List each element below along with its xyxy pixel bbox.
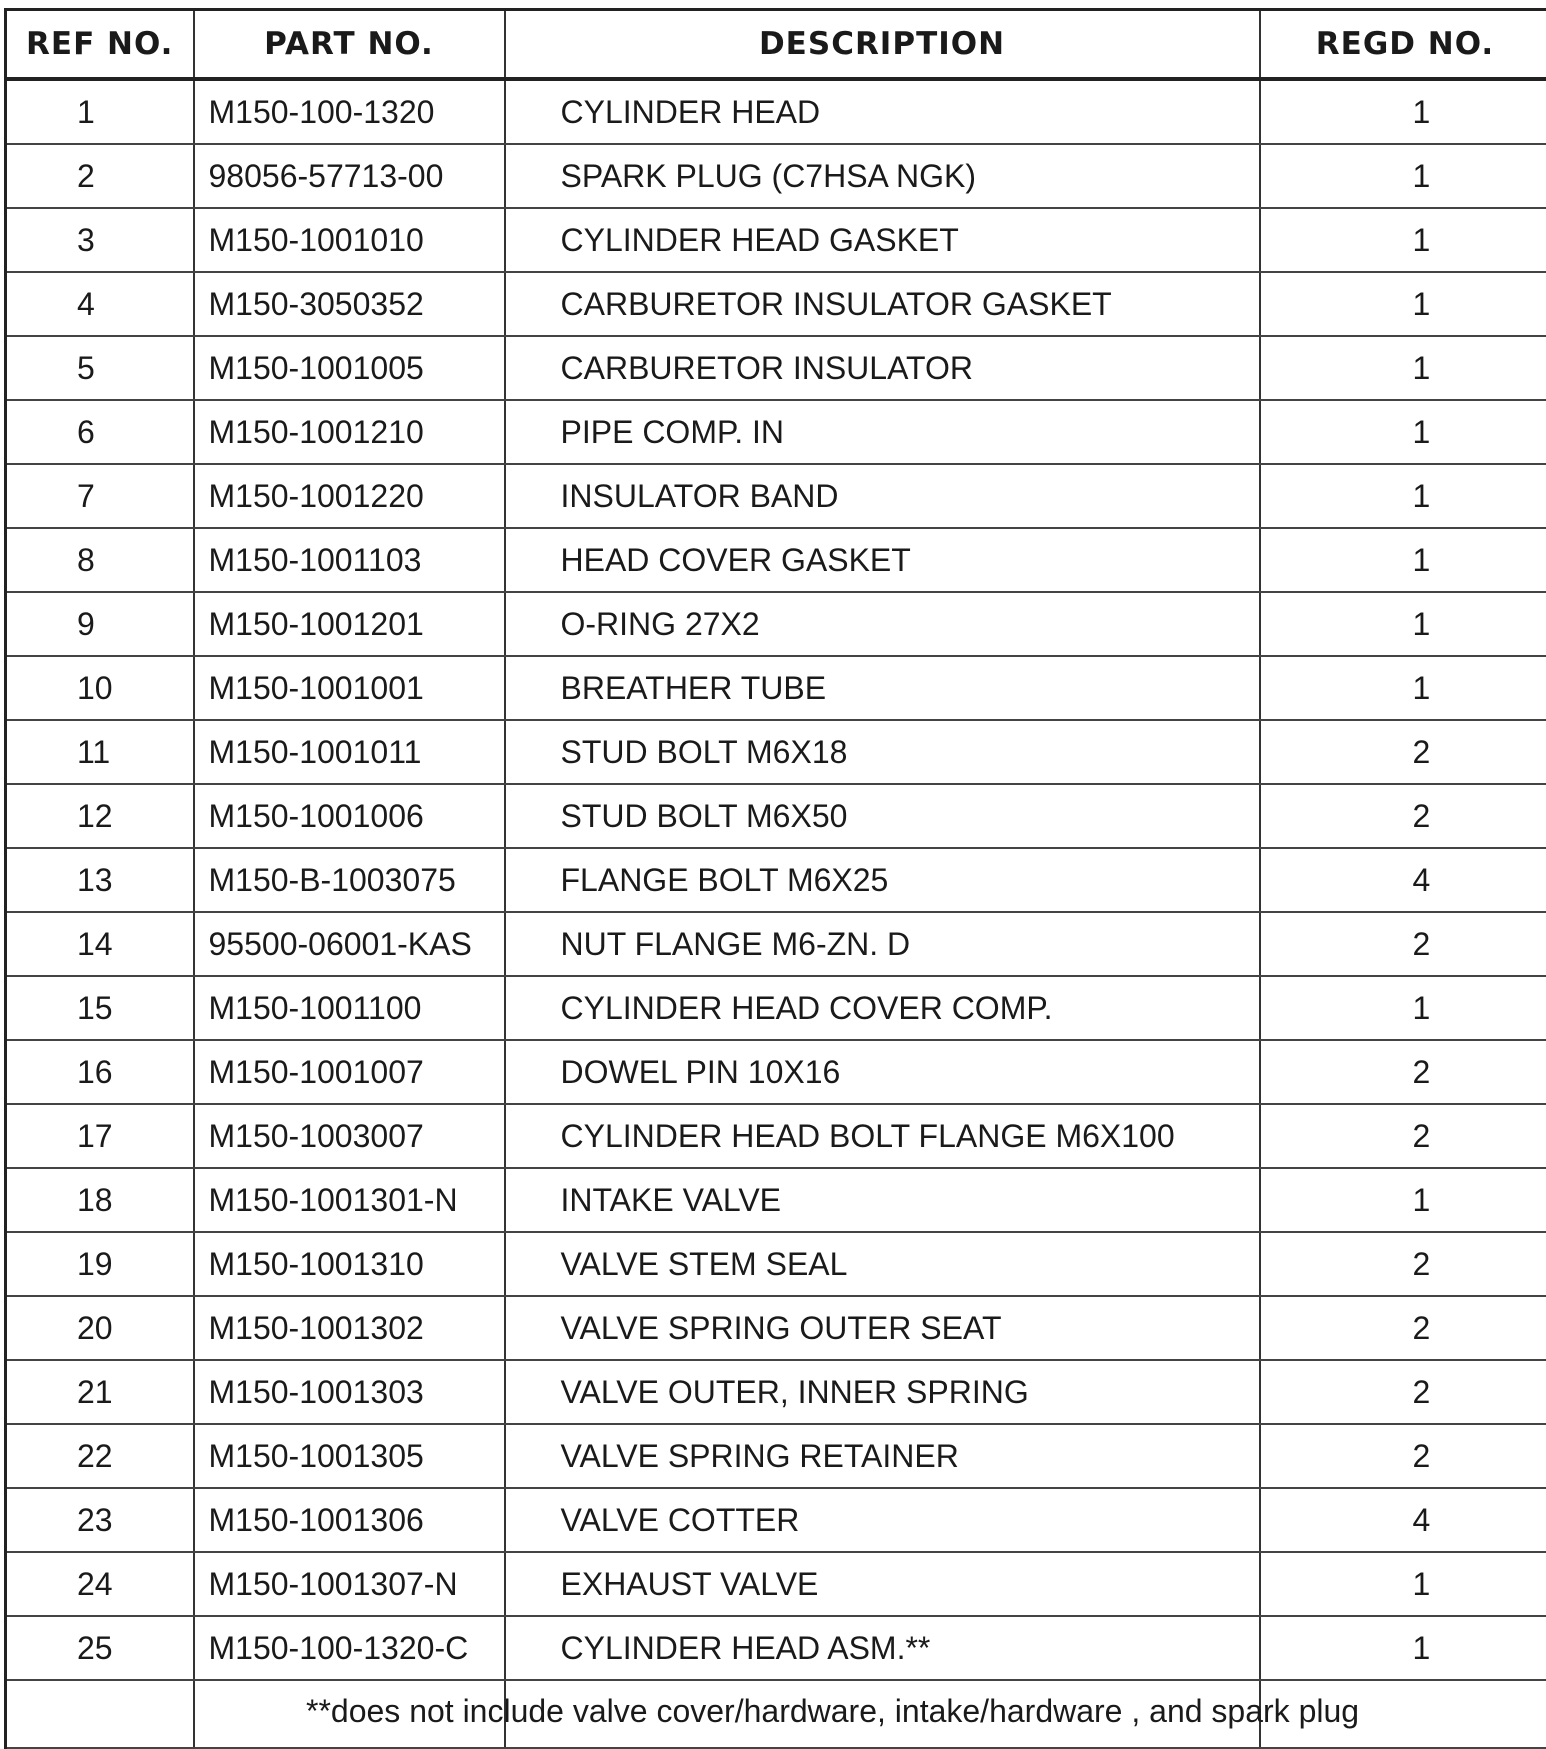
part-no-cell: M150-1001302 [194,1296,505,1360]
ref-cell: 15 [6,976,194,1040]
ref-cell: 1 [6,79,194,144]
description-cell: BREATHER TUBE [505,656,1260,720]
part-no-cell: M150-100-1320-C [194,1616,505,1680]
description-cell: CARBURETOR INSULATOR GASKET [505,272,1260,336]
table-row [6,976,1546,1040]
part-no-cell: M150-B-1003075 [194,848,505,912]
ref-cell: 2 [6,144,194,208]
reqd-no-cell: 4 [1260,848,1546,912]
ref-cell: 5 [6,336,194,400]
reqd-no-cell: 1 [1260,1616,1546,1680]
table-row [6,784,1546,848]
header-reqd-no: REGD NO. [1260,10,1546,80]
reqd-no-cell: 2 [1260,784,1546,848]
table-row [6,528,1546,592]
ref-cell: 10 [6,656,194,720]
table-row [6,592,1546,656]
ref-cell: 3 [6,208,194,272]
parts-table [4,8,1546,1749]
table-row [6,144,1546,208]
parts-body [6,79,1546,1680]
table-row [6,720,1546,784]
table-row [6,656,1546,720]
table-row [6,1168,1546,1232]
description-cell: PIPE COMP. IN [505,400,1260,464]
table-row [6,1424,1546,1488]
ref-cell: 4 [6,272,194,336]
ref-cell: 19 [6,1232,194,1296]
part-no-cell: M150-1001001 [194,656,505,720]
reqd-no-cell: 2 [1260,720,1546,784]
reqd-no-cell: 2 [1260,1104,1546,1168]
description-cell: SPARK PLUG (C7HSA NGK) [505,144,1260,208]
part-no-cell: M150-1001301-N [194,1168,505,1232]
table-row [6,1552,1546,1616]
table-row [6,400,1546,464]
description-cell: CYLINDER HEAD [505,79,1260,144]
ref-cell: 22 [6,1424,194,1488]
ref-cell: 8 [6,528,194,592]
description-cell: HEAD COVER GASKET [505,528,1260,592]
description-cell: EXHAUST VALVE [505,1552,1260,1616]
reqd-no-cell: 1 [1260,208,1546,272]
part-no-cell: 95500-06001-KAS [194,912,505,976]
ref-cell: 17 [6,1104,194,1168]
reqd-no-cell: 1 [1260,336,1546,400]
ref-cell: 24 [6,1552,194,1616]
ref-cell: 25 [6,1616,194,1680]
description-cell: VALVE SPRING OUTER SEAT [505,1296,1260,1360]
description-cell: CYLINDER HEAD GASKET [505,208,1260,272]
description-cell: FLANGE BOLT M6X25 [505,848,1260,912]
part-no-cell: M150-1001100 [194,976,505,1040]
table-row [6,1232,1546,1296]
table-row [6,336,1546,400]
description-cell: CYLINDER HEAD COVER COMP. [505,976,1260,1040]
table-row [6,79,1546,144]
part-no-cell: M150-1001103 [194,528,505,592]
reqd-no-cell: 2 [1260,912,1546,976]
reqd-no-cell: 1 [1260,656,1546,720]
reqd-no-cell: 1 [1260,272,1546,336]
reqd-no-cell: 1 [1260,1552,1546,1616]
reqd-no-cell: 1 [1260,400,1546,464]
part-no-cell: M150-1001010 [194,208,505,272]
part-no-cell: M150-1001210 [194,400,505,464]
ref-cell: 13 [6,848,194,912]
part-no-cell: M150-1001220 [194,464,505,528]
ref-cell: 12 [6,784,194,848]
table-row [6,1488,1546,1552]
footnote-text: **does not include valve cover/hardware, intake/hardware , and spark plug [306,1693,1359,1730]
reqd-no-cell: 1 [1260,464,1546,528]
part-no-cell: M150-1001006 [194,784,505,848]
header-description: DESCRIPTION [505,10,1260,80]
part-no-cell: 98056-57713-00 [194,144,505,208]
part-no-cell: M150-1001310 [194,1232,505,1296]
ref-cell: 6 [6,400,194,464]
table-row [6,1040,1546,1104]
table-row [6,1104,1546,1168]
description-cell: DOWEL PIN 10X16 [505,1040,1260,1104]
part-no-cell: M150-1001005 [194,336,505,400]
ref-cell: 21 [6,1360,194,1424]
reqd-no-cell: 2 [1260,1296,1546,1360]
description-cell: NUT FLANGE M6-ZN. D [505,912,1260,976]
description-cell: CYLINDER HEAD BOLT FLANGE M6X100 [505,1104,1260,1168]
description-cell: VALVE STEM SEAL [505,1232,1260,1296]
part-no-cell: M150-1001306 [194,1488,505,1552]
part-no-cell: M150-1001011 [194,720,505,784]
table-row [6,1616,1546,1680]
table-row [6,464,1546,528]
part-no-cell: M150-1001007 [194,1040,505,1104]
description-cell: VALVE SPRING RETAINER [505,1424,1260,1488]
description-cell: VALVE COTTER [505,1488,1260,1552]
description-cell: STUD BOLT M6X18 [505,720,1260,784]
reqd-no-cell: 1 [1260,976,1546,1040]
table-row [6,912,1546,976]
ref-cell: 14 [6,912,194,976]
table-row [6,848,1546,912]
description-cell: INTAKE VALVE [505,1168,1260,1232]
ref-cell: 9 [6,592,194,656]
description-cell: STUD BOLT M6X50 [505,784,1260,848]
table-row [6,1360,1546,1424]
reqd-no-cell: 1 [1260,528,1546,592]
description-cell: CARBURETOR INSULATOR [505,336,1260,400]
description-cell: O-RING 27X2 [505,592,1260,656]
header-part-no: PART NO. [194,10,505,80]
part-no-cell: M150-1001305 [194,1424,505,1488]
table-row [6,272,1546,336]
ref-cell: 18 [6,1168,194,1232]
part-no-cell: M150-100-1320 [194,79,505,144]
ref-cell: 23 [6,1488,194,1552]
reqd-no-cell: 1 [1260,144,1546,208]
table-row [6,1296,1546,1360]
header-row [6,10,1546,80]
description-cell: VALVE OUTER, INNER SPRING [505,1360,1260,1424]
header-ref-no: REF NO. [6,10,194,80]
part-no-cell: M150-1001307-N [194,1552,505,1616]
reqd-no-cell: 1 [1260,79,1546,144]
part-no-cell: M150-1001201 [194,592,505,656]
ref-cell: 7 [6,464,194,528]
ref-cell: 20 [6,1296,194,1360]
description-cell: INSULATOR BAND [505,464,1260,528]
ref-cell: 16 [6,1040,194,1104]
reqd-no-cell: 2 [1260,1232,1546,1296]
reqd-no-cell: 2 [1260,1424,1546,1488]
part-no-cell: M150-1003007 [194,1104,505,1168]
reqd-no-cell: 2 [1260,1040,1546,1104]
reqd-no-cell: 1 [1260,592,1546,656]
reqd-no-cell: 2 [1260,1360,1546,1424]
reqd-no-cell: 4 [1260,1488,1546,1552]
reqd-no-cell: 1 [1260,1168,1546,1232]
part-no-cell: M150-3050352 [194,272,505,336]
description-cell: CYLINDER HEAD ASM.** [505,1616,1260,1680]
ref-cell: 11 [6,720,194,784]
table-row [6,208,1546,272]
part-no-cell: M150-1001303 [194,1360,505,1424]
